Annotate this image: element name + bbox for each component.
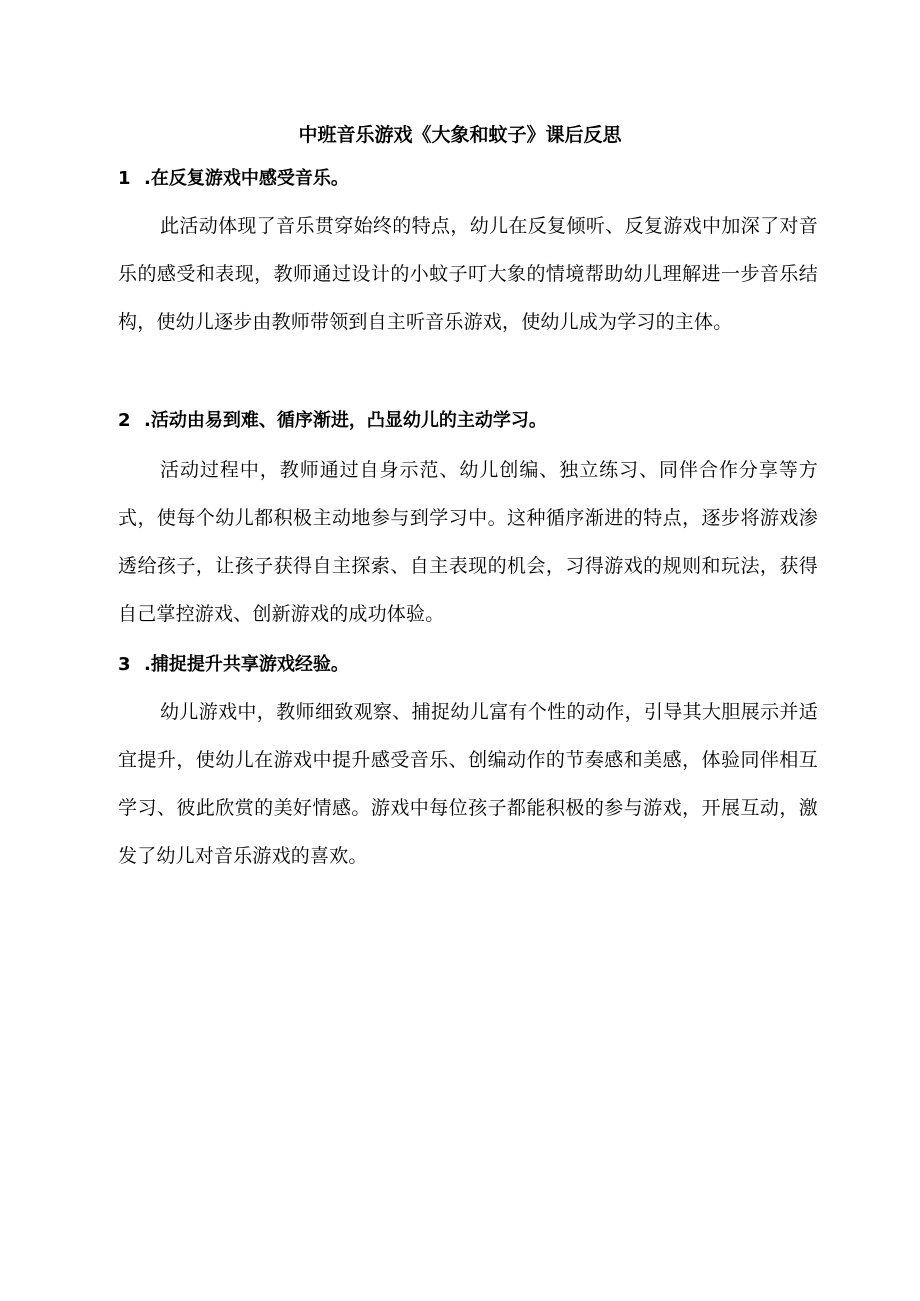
section-heading-text-2: .活动由易到难、循序渐进，凸显幼儿的主动学习。 [144,410,547,431]
section-heading-text-3: .捕捉提升共享游戏经验。 [144,654,349,675]
section-heading-1 [118,166,818,192]
section-number-2: 2 [118,410,131,431]
document-title: 中班音乐游戏《大象和蚊子》课后反思 [298,124,622,146]
section-number-1: 1 [118,168,131,189]
section-body-1: 此活动体现了音乐贯穿始终的特点，幼儿在反复倾听、反复游戏中加深了对音乐的感受和表现，教师通过设计的小蚊子叮大象的情境帮助幼儿理解进一步音乐结构，使幼儿逐步由教师带领到自主听音乐游戏，使幼儿成为学习的主体。 [118,215,818,333]
section-body-3: 幼儿游戏中，教师细致观察、捕捉幼儿富有个性的动作，引导其大胆展示并适宜提升，使幼儿在游戏中提升感受音乐、创编动作的节奏感和美感，体验同伴相互学习、彼此欣赏的美好情感。游戏中每位孩子都能积极的参与游戏，开展互动，激发了幼儿对音乐游戏的喜欢。 [118,701,818,867]
section-heading-text-1: .在反复游戏中感受音乐。 [144,168,349,189]
section-heading-2 [118,408,818,434]
section-body-2: 活动过程中，教师通过自身示范、幼儿创编、独立练习、同伴合作分享等方式，使每个幼儿都积极主动地参与到学习中。这种循序渐进的特点，逐步将游戏渗透给孩子，让孩子获得自主探索、自主表现的机会，习得游戏的规则和玩法，获得自己掌控游戏、创新游戏的成功体验。 [118,459,818,625]
section-heading-3 [118,652,818,678]
section-number-3: 3 [118,654,131,675]
